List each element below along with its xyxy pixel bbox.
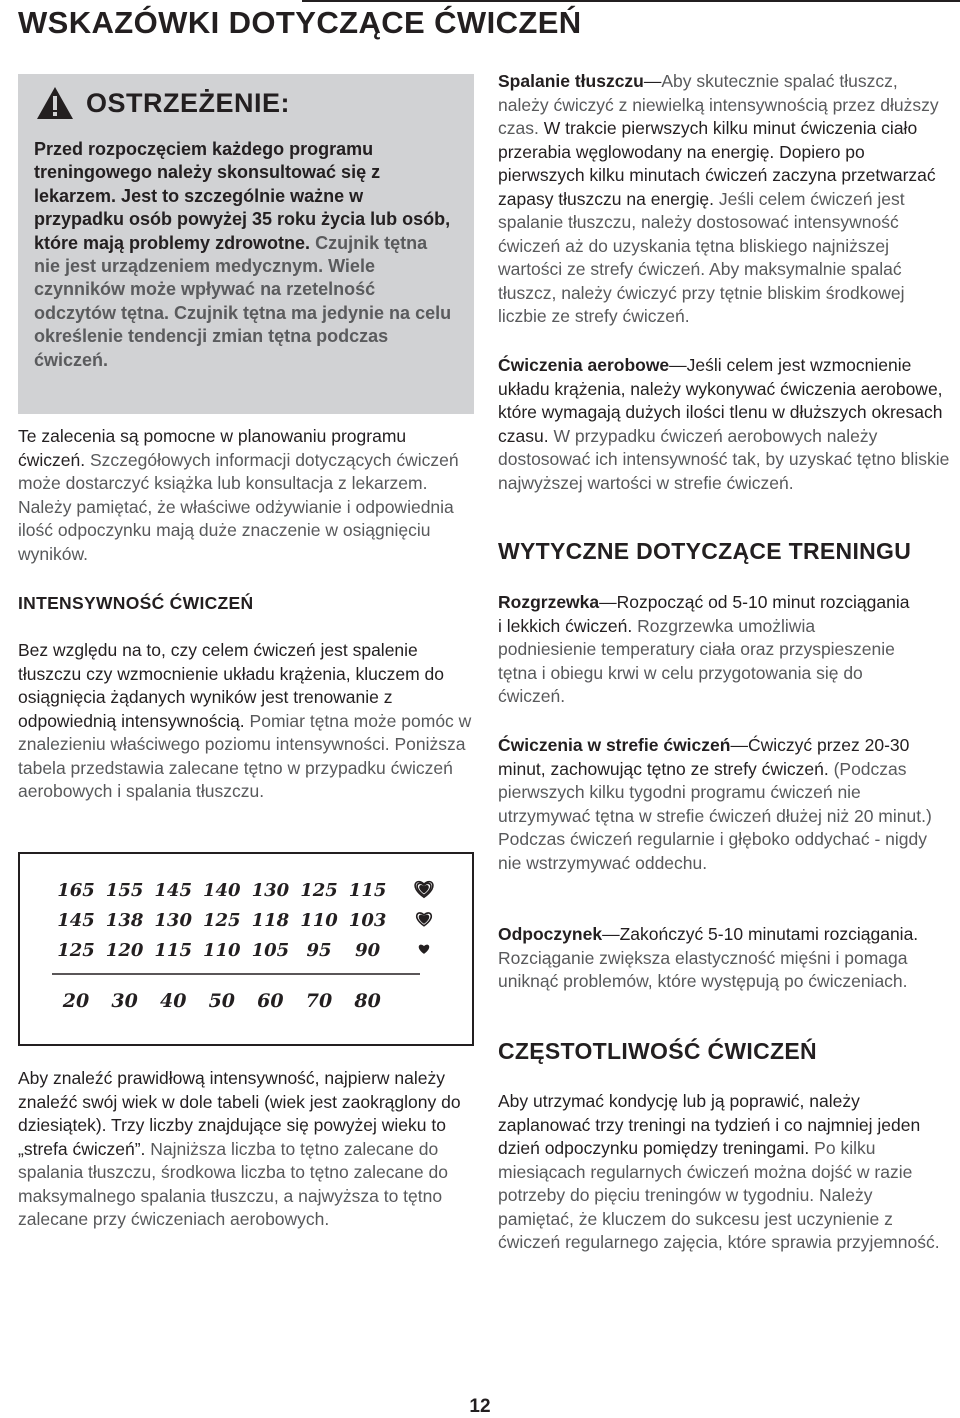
chart-value-fat-burn-2: 120	[105, 940, 144, 961]
chart-value-mid-6: 110	[300, 910, 338, 931]
warmup-black: Rozpocząć od 5-10 minut rozciągania i lekkich ćwiczeń.	[498, 592, 910, 636]
chart-value-aerobic-1: 165	[57, 880, 95, 901]
heart-rate-chart-svg	[20, 854, 472, 1044]
intro-paragraph	[18, 425, 468, 566]
chart-age-label-7: 80	[354, 990, 381, 1012]
intro-gray: Szczegółowych informacji dotyczących ćwiczeń może dostarczyć książka lub konsultacja z lekarzem. Należy pamiętać, że właściwe odżywianie i odpowiednia ilość odpoczynku mają duże znaczenie w osiągnięciu wyników.	[18, 449, 459, 564]
warning-heading-row	[36, 86, 290, 120]
fat-burn-gray2: Jeśli celem ćwiczeń jest spalanie tłuszczu, należy dostosować intensywność ćwiczeń aż do uzyskania tętna bliskiego najniższej wartości ze strefy ćwiczeń. Aby maksymalnie spalać tłuszcz, należy ćwiczyć przy tętnie bliskim środkowej liczbie ze strefy ćwiczeń.	[498, 188, 905, 326]
cooldown-lead: Odpoczynek	[498, 924, 603, 944]
chart-age-label-4: 50	[208, 990, 236, 1012]
fat-burn-lead: Spalanie tłuszczu	[498, 71, 644, 91]
fat-burn-paragraph	[498, 70, 948, 329]
chart-value-mid-1: 145	[57, 910, 95, 931]
intro-black: Te zalecenia są pomocne w planowaniu programu ćwiczeń.	[18, 426, 407, 470]
warmup-paragraph	[498, 591, 918, 709]
frequency-gray: Po kilku miesiącach regularnych ćwiczeń można dojść w razie potrzeby do pięciu treningów w tygodniu. Należy pamiętać, że kluczem do sukcesu jest uczynienie z ćwiczeń regularnego zajęcia, które sprawia przyjemność.	[498, 1138, 940, 1252]
warmup-gray: Rozgrzewka umożliwia podniesienie temperatury ciała oraz przyspieszenie tętna i obiegu krwi w celu przygotowania się do ćwiczeń.	[498, 615, 895, 706]
chart-value-aerobic-6: 125	[300, 880, 338, 901]
fat-burn-gray1: W trakcie pierwszych kilku minut ćwiczenia ciało przerabia węglowodany na energię. Dopiero po pierwszych kilku minutach ćwiczeń zaczyna przetwarzać zapasy tłuszczu na energię.	[498, 118, 936, 209]
warmup-dash: —	[599, 592, 617, 612]
cooldown-dash: —	[602, 924, 620, 944]
chart-age-label-2: 30	[111, 990, 138, 1012]
heart-rate-chart	[18, 852, 474, 1046]
chart-value-aerobic-5: 130	[251, 880, 290, 901]
aerobic-black: Jeśli celem jest wzmocnienie układu krążenia, należy wykonywać ćwiczenia aerobowe, które wymagają dużych ilości tlenu w dłuższych okresach czasu.	[498, 355, 943, 446]
page-number: 12	[469, 1396, 491, 1417]
cooldown-gray: Rozciąganie zwiększa elastyczność mięśni i pomaga uniknąć problemów, które występują po ćwiczeniach.	[498, 947, 908, 991]
intensity-paragraph	[18, 639, 474, 804]
chart-value-fat-burn-3: 115	[154, 940, 192, 961]
heart-triple-icon	[415, 882, 433, 898]
zone-paragraph	[498, 734, 938, 875]
chart-age-label-1: 20	[62, 990, 90, 1012]
warning-triangle-icon	[36, 86, 74, 120]
aerobic-dash: —	[669, 355, 687, 375]
zone-dash: —	[730, 735, 748, 755]
guidelines-heading: WYTYCZNE DOTYCZĄCE TRENINGU	[498, 538, 912, 564]
chart-age-label-5: 60	[257, 990, 284, 1012]
chart-explain-gray: Najniższa liczba to tętno zalecane do spalania tłuszczu, środkowa liczba to tętno zalecane do maksymalnego spalania tłuszczu, a najwyższa to tętno zalecane przy ćwiczeniach aerobowych.	[18, 1138, 448, 1229]
heart-icon	[419, 945, 430, 954]
aerobic-lead: Ćwiczenia aerobowe	[498, 355, 670, 375]
chart-value-fat-burn-4: 110	[203, 940, 241, 961]
zone-black: Ćwiczyć przez 20-30 minut, zachowując tętno ze strefy ćwiczeń.	[498, 735, 910, 779]
chart-value-mid-4: 125	[203, 910, 241, 931]
chart-value-fat-burn-6: 95	[306, 940, 332, 961]
warmup-lead: Rozgrzewka	[498, 592, 600, 612]
chart-value-aerobic-2: 155	[105, 880, 144, 901]
chart-value-fat-burn-7: 90	[355, 940, 381, 961]
intensity-black: Bez względu na to, czy celem ćwiczeń jest spalenie tłuszczu czy wzmocnienie układu krążenia, kluczem do osiągnięcia żądanych wyników jest trenowanie z odpowiednią intensywnością.	[18, 640, 445, 731]
frequency-heading: CZĘSTOTLIWOŚĆ ĆWICZEŃ	[498, 1038, 817, 1064]
chart-value-fat-burn-1: 125	[57, 940, 95, 961]
zone-gray: (Podczas pierwszych kilku tygodni programu ćwiczeń nie utrzymywać tętna w strefie ćwiczeń dłużej niż 20 minut.) Podczas ćwiczeń regularnie i głęboko oddychać - nigdy nie wstrzymywać oddechu.	[498, 758, 932, 873]
warning-box	[18, 74, 474, 414]
fat-burn-black: Aby skutecznie spalać tłuszcz, należy ćwiczyć z niewielką intensywnością przez dłuższy czas.	[498, 71, 939, 138]
chart-explain-paragraph	[18, 1067, 468, 1232]
aerobic-paragraph	[498, 354, 954, 495]
chart-value-mid-3: 130	[154, 910, 192, 931]
chart-value-fat-burn-5: 105	[251, 940, 290, 961]
heart-double-icon	[417, 913, 432, 926]
page-title: WSKAZÓWKI DOTYCZĄCE ĆWICZEŃ	[18, 5, 582, 40]
frequency-black: Aby utrzymać kondycję lub ją poprawić, należy zaplanować trzy treningi na tydzień i co najmniej jeden dzień odpoczynku pomiędzy treningami.	[498, 1091, 921, 1158]
chart-value-aerobic-4: 140	[203, 880, 241, 901]
chart-value-mid-7: 103	[348, 910, 387, 931]
chart-value-mid-5: 118	[251, 910, 290, 931]
warning-text-gray: Czujnik tętna nie jest urządzeniem medycznym. Wiele czynników może wpływać na rzetelność odczytów tętna. Czujnik tętna ma jedynie na celu określenie tendencji zmian tętna podczas ćwiczeń.	[34, 232, 452, 370]
fat-burn-dash: —	[643, 71, 662, 91]
chart-value-mid-2: 138	[105, 910, 144, 931]
chart-value-aerobic-3: 145	[154, 880, 192, 901]
cooldown-black: Zakończyć 5-10 minutami rozciągania.	[619, 924, 919, 944]
frequency-paragraph	[498, 1090, 948, 1255]
chart-explain-black: Aby znaleźć prawidłową intensywność, najpierw należy znaleźć swój wiek w dole tabeli (wiek jest zaokrąglony do dziesiątek). Trzy liczby znajdujące się powyżej wieku to „strefa ćwiczeń”.	[18, 1068, 461, 1159]
warning-heading: OSTRZEŻENIE:	[86, 87, 291, 118]
chart-age-label-6: 70	[305, 990, 333, 1012]
header-rule	[302, 0, 960, 2]
intensity-gray: Pomiar tętna może pomóc w znalezieniu właściwego poziomu intensywności. Poniższa tabela przedstawia zalecane tętno w przypadku ćwiczeń aerobowych i spalania tłuszczu.	[18, 710, 472, 801]
zone-lead: Ćwiczenia w strefie ćwiczeń	[498, 735, 731, 755]
cooldown-paragraph	[498, 923, 938, 994]
warning-text	[34, 138, 454, 372]
aerobic-gray: W przypadku ćwiczeń aerobowych należy dostosować ich intensywność tak, by uzyskać tętno bliskie najwyższej wartości w strefie ćwiczeń.	[498, 425, 950, 493]
warning-text-black: Przed rozpoczęciem każdego programu treningowego należy skonsultować się z lekarzem. Jest to szczególnie ważne w przypadku osób powyżej 35 roku życia lub osób, które mają problemy zdrowotne.	[34, 139, 451, 253]
chart-age-label-3: 40	[159, 990, 187, 1012]
intensity-heading: INTENSYWNOŚĆ ĆWICZEŃ	[18, 593, 254, 613]
chart-value-aerobic-7: 115	[348, 880, 387, 901]
